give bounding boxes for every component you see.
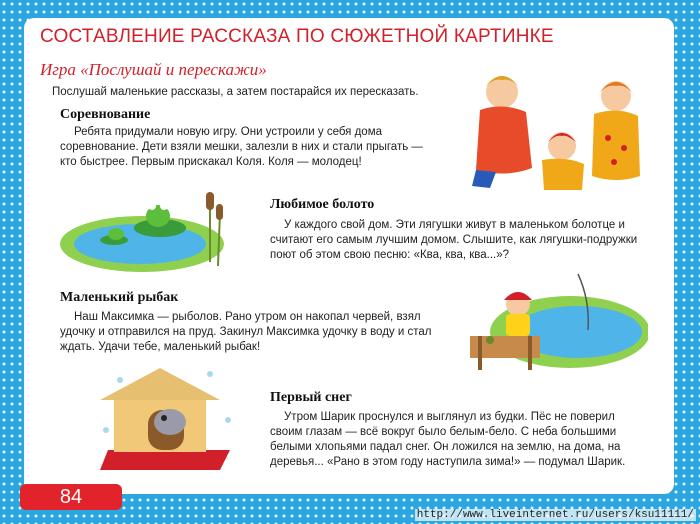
sack-dot — [621, 145, 627, 151]
frog-pond-illustration — [60, 182, 240, 282]
roof — [100, 368, 220, 400]
child-head — [486, 76, 518, 108]
snowflake — [225, 417, 231, 423]
red-hat — [504, 292, 532, 300]
fisherman-illustration — [460, 270, 648, 378]
page-number: 84 — [20, 484, 122, 510]
story-text: Ребята придумали новую игру. Они устроили у себя дома соревнование. Дети взяли мешки, залезли в них и стали прыгать — кто быстрее. Первым прискакал Коля. Коля — молодец! — [60, 126, 423, 168]
watermark-url: http://www.liveinternet.ru/users/ksu11111/ — [416, 509, 694, 521]
story-text: Утром Шарик проснулся и выглянул из будки. Пёс не поверил своим глазам — всё вокруг было белым-бело. С неба большими белыми хлопьями падал снег. Он ложился на землю, на дома, на деревья... «Рано в этом году наступила зима!» — подумал Шарик. — [270, 411, 626, 468]
reed — [218, 212, 220, 266]
dog-house-illustration — [100, 360, 240, 472]
story-title: Соревнование — [60, 107, 151, 122]
sack — [476, 106, 532, 173]
bait-can — [486, 336, 494, 344]
snowflake — [117, 377, 123, 383]
shoe — [472, 170, 496, 188]
page-title: СОСТАВЛЕНИЕ РАССКАЗА ПО СЮЖЕТНОЙ КАРТИНКЕ — [40, 26, 554, 47]
sack-race-illustration — [466, 66, 646, 196]
story-title: Маленький рыбак — [60, 290, 179, 305]
sack — [592, 110, 640, 180]
snowflake — [103, 427, 109, 433]
frog-eye — [148, 202, 156, 210]
child-head — [548, 132, 576, 160]
boy-shirt — [506, 314, 530, 336]
dog — [154, 409, 186, 435]
game-title: Игра «Послушай и перескажи» — [40, 60, 267, 79]
snowflake — [207, 371, 213, 377]
cattail — [216, 204, 223, 220]
dog-eye — [161, 415, 167, 421]
story-title: Первый снег — [270, 390, 352, 405]
cattail — [206, 192, 214, 210]
sack — [542, 159, 584, 190]
frog — [108, 228, 124, 240]
story-text: Наш Максимка — рыболов. Рано утром он накопал червей, взял удочку и отправился на пруд. Закинул Максимка удочку в воду и стал ждать. Удачи тебе, маленький рыбак! — [60, 311, 432, 353]
sack-dot — [605, 135, 611, 141]
instruction-text: Послушай маленькие рассказы, а затем постарайся их пересказать. — [52, 86, 419, 98]
story-title: Любимое болото — [270, 197, 375, 212]
frog-eye — [160, 202, 168, 210]
rug — [100, 450, 230, 470]
story-text: У каждого свой дом. Эти лягушки живут в маленьком болотце и считают его самым лучшим домом. Слышите, как лягушки-подружки поют об этом свою песню: «Ква, ква, ква...»? — [270, 219, 638, 261]
sack-dot — [611, 159, 617, 165]
